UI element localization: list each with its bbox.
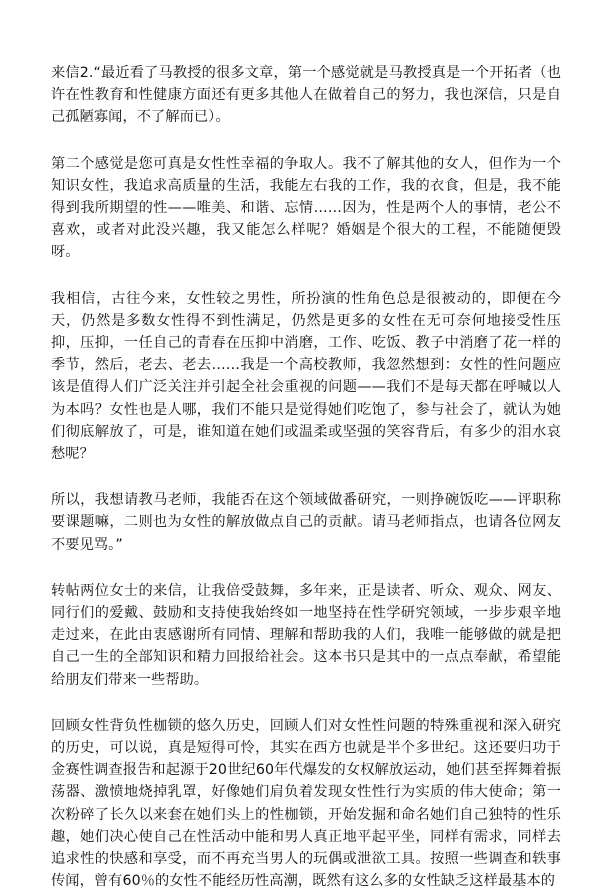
paragraph-research-request: 所以，我想请教马老师，我能否在这个领域做番研究，一则挣碗饭吃——评职称要课题嘛，二则也为女性的解放做点自己的贡献。请马老师指点，也请各位网友不要见骂。” (51, 492, 561, 553)
paragraph-history-review: 回顾女性背负性枷锁的悠久历史，回顾人们对女性性问题的特殊重视和深入研究的历史，可以说，真是短得可怜，其实在西方也就是半个多世纪。这还要归功于金赛性调查报告和起源于20世纪60年代爆发的女权解放运动，她们甚至挥舞着振荡器、激愤地烧掉乳罩，好像她们肩负着发现女性性行为实质的伟大使命；第一次粉碎了长久以来套在她们头上的性枷锁，开始发掘和命名她们自己独特的性乐趣，她们决心使自己在性活动中能和男人真正地平起平坐，同样有需求，同样去追求性的快感和享受，而不再充当男人的玩偶或泄欲工具。按照一些调查和轶事传闻，曾有60％的女性不能经历性高潮，既然有这么多的女性缺乏这样最基本的 (51, 717, 561, 890)
paragraph-letter-opening: 来信2.“最近看了马教授的很多文章，第一个感觉就是马教授真是一个开拓者（也许在性教育和性健康方面还有更多其他人在做着自己的努力，我也深信，只是自己孤陋寡闻，不了解而已）。 (51, 65, 561, 126)
document-body (51, 62, 561, 893)
paragraph-second-impression: 第二个感觉是您可真是女性性幸福的争取人。我不了解其他的女人，但作为一个知识女性，我追求高质量的生活，我能左右我的工作，我的衣食，但是，我不能得到我所期望的性——唯美、和谐、忘情……因为，性是两个人的事情，老公不喜欢，或者对此没兴趣，我又能怎么样呢？婚姻是个很大的工程，不能随便毁呀。 (51, 155, 561, 261)
paragraph-female-sexual-role: 我相信，古往今来，女性较之男性，所扮演的性角色总是很被动的，即便在今天，仍然是多数女性得不到性满足，仍然是更多的女性在无可奈何地接受性压抑，压抑，一任自己的青春在压抑中消磨，工作、吃饭、教子中消磨了花一样的季节，然后，老去、老去……我是一个高校教师，我忽然想到：女性的性问题应该是值得人们广泛关注并引起全社会重视的问题——我们不是每天都在呼喊以人为本吗？女性也是人哪，我们不能只是觉得她们吃饱了，参与社会了，就认为她们彻底解放了，可是，谁知道在她们或温柔或坚强的笑容背后，有多少的泪水哀愁呢？ (51, 290, 561, 463)
paragraph-author-response: 转帖两位女士的来信，让我倍受鼓舞，多年来，正是读者、听众、观众、网友、同行们的爱戴、鼓励和支持使我始终如一地坚持在性学研究领域，一步步艰辛地走过来，在此由衷感谢所有同情、理解和帮助我的人们，我唯一能够做的就是把自己一生的全部知识和精力回报给社会。这本书只是其中的一点点奉献，希望能给朋友们带来一些帮助。 (51, 582, 561, 688)
